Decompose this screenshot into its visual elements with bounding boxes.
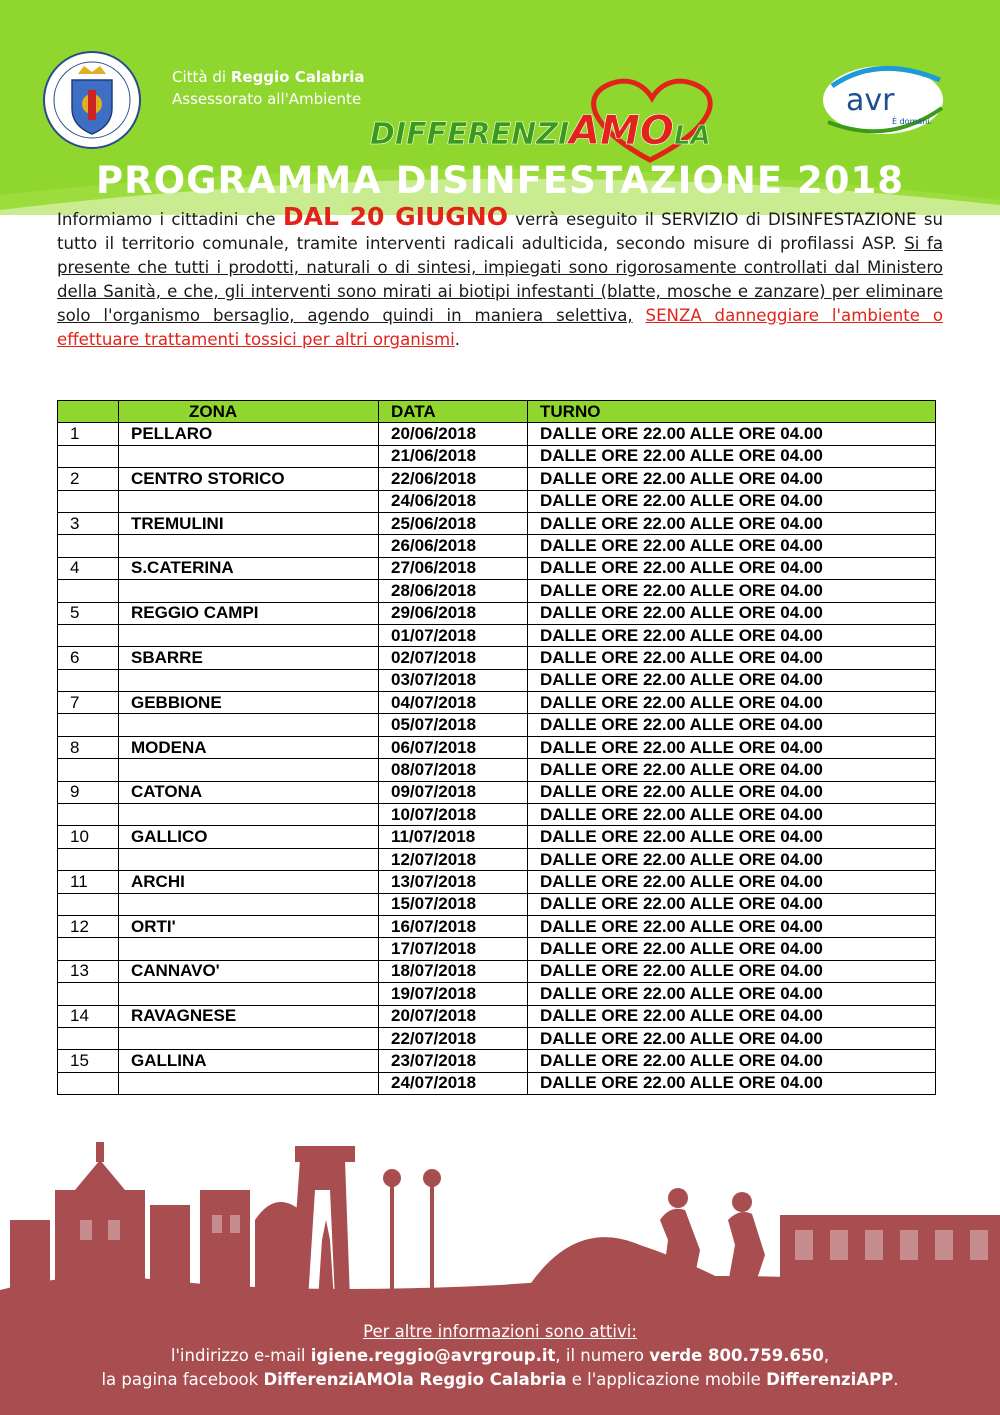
date-cell: 15/07/2018 — [379, 893, 528, 915]
date-cell: 23/07/2018 — [379, 1050, 528, 1072]
footer-app-label: e l'applicazione mobile — [566, 1370, 767, 1389]
avr-wordmark: avr — [846, 83, 895, 118]
zone-name — [119, 893, 379, 915]
table-row — [58, 602, 936, 624]
row-number — [58, 804, 119, 826]
city-seal-icon — [42, 50, 142, 150]
intro-space — [633, 306, 646, 325]
zone-name — [119, 580, 379, 602]
row-number — [58, 445, 119, 467]
shift-cell: DALLE ORE 22.00 ALLE ORE 04.00 — [528, 624, 936, 646]
footer-facebook-label: la pagina facebook — [101, 1370, 264, 1389]
zone-name: CANNAVO' — [119, 960, 379, 982]
date-cell: 24/07/2018 — [379, 1072, 528, 1094]
zone-name — [119, 1027, 379, 1049]
table-row — [58, 804, 936, 826]
header-turno: TURNO — [528, 401, 936, 423]
shift-cell: DALLE ORE 22.00 ALLE ORE 04.00 — [528, 490, 936, 512]
date-cell: 17/07/2018 — [379, 938, 528, 960]
zone-name — [119, 1072, 379, 1094]
shift-cell: DALLE ORE 22.00 ALLE ORE 04.00 — [528, 915, 936, 937]
footer-facebook[interactable]: DifferenziAMOla Reggio Calabria — [263, 1370, 567, 1389]
footer-line2 — [0, 1344, 1000, 1368]
city-name: Reggio Calabria — [230, 68, 365, 86]
date-cell: 04/07/2018 — [379, 692, 528, 714]
date-cell: 19/07/2018 — [379, 983, 528, 1005]
row-number: 3 — [58, 512, 119, 534]
page-title: PROGRAMMA DISINFESTAZIONE 2018 — [96, 159, 904, 202]
zone-name: SBARRE — [119, 647, 379, 669]
table-row — [58, 983, 936, 1005]
footer-line3-end: . — [893, 1370, 899, 1389]
zone-name — [119, 759, 379, 781]
intro-end: . — [454, 330, 461, 349]
date-cell: 06/07/2018 — [379, 736, 528, 758]
row-number — [58, 893, 119, 915]
table-row — [58, 490, 936, 512]
date-cell: 18/07/2018 — [379, 960, 528, 982]
zone-name — [119, 938, 379, 960]
table-row — [58, 580, 936, 602]
shift-cell: DALLE ORE 22.00 ALLE ORE 04.00 — [528, 1027, 936, 1049]
shift-cell: DALLE ORE 22.00 ALLE ORE 04.00 — [528, 893, 936, 915]
table-row — [58, 423, 936, 445]
zone-name: MODENA — [119, 736, 379, 758]
row-number: 8 — [58, 736, 119, 758]
intro-paragraph — [57, 202, 943, 352]
zone-name — [119, 669, 379, 691]
row-number — [58, 580, 119, 602]
row-number: 9 — [58, 781, 119, 803]
shift-cell: DALLE ORE 22.00 ALLE ORE 04.00 — [528, 1050, 936, 1072]
header — [0, 0, 1000, 215]
footer-line1: Per altre informazioni sono attivi: — [363, 1322, 637, 1341]
zone-name: RAVAGNESE — [119, 1005, 379, 1027]
intro-underlined: Si fa presente che tutti i prodotti, naturali o di sintesi, impiegati sono rigorosamente controllati dal Ministero della Sanità, e che, gli interventi sono mirati ai biotipi infestanti (blatte, mosche e zanzare) per eliminare solo l'organismo bersaglio, agendo quindi in maniera selettiva, — [57, 234, 943, 325]
date-cell: 27/06/2018 — [379, 557, 528, 579]
date-cell: 02/07/2018 — [379, 647, 528, 669]
zone-name: S.CATERINA — [119, 557, 379, 579]
shift-cell: DALLE ORE 22.00 ALLE ORE 04.00 — [528, 647, 936, 669]
brand-part-b: AMO — [569, 108, 674, 154]
row-number — [58, 714, 119, 736]
header-zona: ZONA — [119, 401, 379, 423]
footer-app[interactable]: DifferenziAPP — [766, 1370, 894, 1389]
row-number — [58, 983, 119, 1005]
row-number — [58, 535, 119, 557]
zone-name — [119, 848, 379, 870]
date-cell: 10/07/2018 — [379, 804, 528, 826]
table-row — [58, 714, 936, 736]
table-row — [58, 557, 936, 579]
shift-cell: DALLE ORE 22.00 ALLE ORE 04.00 — [528, 983, 936, 1005]
date-cell: 28/06/2018 — [379, 580, 528, 602]
shift-cell: DALLE ORE 22.00 ALLE ORE 04.00 — [528, 871, 936, 893]
svg-text:DIFFERENZIAMOLA — [370, 108, 711, 154]
row-number — [58, 848, 119, 870]
table-row — [58, 669, 936, 691]
shift-cell: DALLE ORE 22.00 ALLE ORE 04.00 — [528, 1072, 936, 1094]
row-number — [58, 759, 119, 781]
zone-name: GALLINA — [119, 1050, 379, 1072]
date-cell: 22/06/2018 — [379, 468, 528, 490]
shift-cell: DALLE ORE 22.00 ALLE ORE 04.00 — [528, 759, 936, 781]
zone-name — [119, 804, 379, 826]
footer-info — [0, 1320, 1000, 1392]
table-row — [58, 1050, 936, 1072]
table-row — [58, 736, 936, 758]
shift-cell: DALLE ORE 22.00 ALLE ORE 04.00 — [528, 423, 936, 445]
brand-part-c: LA — [673, 121, 711, 151]
date-cell: 08/07/2018 — [379, 759, 528, 781]
zone-name: GALLICO — [119, 826, 379, 848]
row-number — [58, 938, 119, 960]
date-cell: 20/06/2018 — [379, 423, 528, 445]
table-row — [58, 781, 936, 803]
table-row — [58, 871, 936, 893]
shift-cell: DALLE ORE 22.00 ALLE ORE 04.00 — [528, 669, 936, 691]
zone-name — [119, 490, 379, 512]
intro-part1: Informiamo i cittadini che — [57, 210, 283, 229]
shift-cell: DALLE ORE 22.00 ALLE ORE 04.00 — [528, 692, 936, 714]
table-row — [58, 826, 936, 848]
date-cell: 26/06/2018 — [379, 535, 528, 557]
intro-red-warning: SENZA danneggiare l'ambiente o effettuare trattamenti tossici per altri organismi — [57, 306, 943, 349]
table-row — [58, 915, 936, 937]
shift-cell: DALLE ORE 22.00 ALLE ORE 04.00 — [528, 714, 936, 736]
zone-name: PELLARO — [119, 423, 379, 445]
brand-part-a: DIFFERENZI — [370, 117, 570, 152]
row-number — [58, 490, 119, 512]
row-number — [58, 624, 119, 646]
date-cell: 03/07/2018 — [379, 669, 528, 691]
department: Assessorato all'Ambiente — [172, 90, 362, 108]
date-cell: 13/07/2018 — [379, 871, 528, 893]
intro-date-highlight: DAL 20 GIUGNO — [282, 202, 508, 231]
shift-cell: DALLE ORE 22.00 ALLE ORE 04.00 — [528, 468, 936, 490]
table-body — [58, 423, 936, 1095]
date-cell: 12/07/2018 — [379, 848, 528, 870]
row-number: 4 — [58, 557, 119, 579]
date-cell: 09/07/2018 — [379, 781, 528, 803]
table-row — [58, 848, 936, 870]
row-number: 1 — [58, 423, 119, 445]
row-number — [58, 1072, 119, 1094]
footer-email[interactable]: igiene.reggio@avrgroup.it — [310, 1346, 556, 1365]
shift-cell: DALLE ORE 22.00 ALLE ORE 04.00 — [528, 580, 936, 602]
zone-name: CENTRO STORICO — [119, 468, 379, 490]
date-cell: 24/06/2018 — [379, 490, 528, 512]
shift-cell: DALLE ORE 22.00 ALLE ORE 04.00 — [528, 826, 936, 848]
row-number: 12 — [58, 915, 119, 937]
table-header-row — [58, 401, 936, 423]
table-row — [58, 893, 936, 915]
city-block — [172, 66, 365, 110]
city-line — [172, 66, 365, 88]
zone-name — [119, 714, 379, 736]
zone-name — [119, 445, 379, 467]
shift-cell: DALLE ORE 22.00 ALLE ORE 04.00 — [528, 736, 936, 758]
zone-name: GEBBIONE — [119, 692, 379, 714]
shift-cell: DALLE ORE 22.00 ALLE ORE 04.00 — [528, 535, 936, 557]
schedule-table — [57, 400, 936, 1095]
date-cell: 11/07/2018 — [379, 826, 528, 848]
shift-cell: DALLE ORE 22.00 ALLE ORE 04.00 — [528, 804, 936, 826]
table-row — [58, 1072, 936, 1094]
zone-name — [119, 983, 379, 1005]
shift-cell: DALLE ORE 22.00 ALLE ORE 04.00 — [528, 938, 936, 960]
zone-name: CATONA — [119, 781, 379, 803]
shift-cell: DALLE ORE 22.00 ALLE ORE 04.00 — [528, 557, 936, 579]
table-row — [58, 535, 936, 557]
date-cell: 16/07/2018 — [379, 915, 528, 937]
table-row — [58, 759, 936, 781]
date-cell: 29/06/2018 — [379, 602, 528, 624]
footer-email-label: l'indirizzo e-mail — [170, 1346, 311, 1365]
date-cell: 22/07/2018 — [379, 1027, 528, 1049]
shift-cell: DALLE ORE 22.00 ALLE ORE 04.00 — [528, 602, 936, 624]
row-number — [58, 1027, 119, 1049]
date-cell: 20/07/2018 — [379, 1005, 528, 1027]
zone-name: TREMULINI — [119, 512, 379, 534]
footer-line2-end: , — [823, 1346, 830, 1365]
zone-name — [119, 624, 379, 646]
table-row — [58, 938, 936, 960]
row-number — [58, 669, 119, 691]
table-row — [58, 1027, 936, 1049]
table-row — [58, 1005, 936, 1027]
row-number: 6 — [58, 647, 119, 669]
shift-cell: DALLE ORE 22.00 ALLE ORE 04.00 — [528, 781, 936, 803]
row-number: 11 — [58, 871, 119, 893]
table-row — [58, 692, 936, 714]
row-number: 14 — [58, 1005, 119, 1027]
table-row — [58, 468, 936, 490]
city-prefix: Città di — [172, 68, 227, 86]
table-row — [58, 960, 936, 982]
row-number: 5 — [58, 602, 119, 624]
table-row — [58, 445, 936, 467]
table-row — [58, 512, 936, 534]
shift-cell: DALLE ORE 22.00 ALLE ORE 04.00 — [528, 445, 936, 467]
row-number: 2 — [58, 468, 119, 490]
zone-name: REGGIO CAMPI — [119, 602, 379, 624]
table-row — [58, 624, 936, 646]
date-cell: 01/07/2018 — [379, 624, 528, 646]
intro-part2: verrà eseguito il SERVIZIO di DISINFESTAZIONE su tutto il territorio comunale, tramite interventi radicali adulticida, secondo misure di profilassi ASP. — [57, 210, 943, 253]
zone-name — [119, 535, 379, 557]
date-cell: 25/06/2018 — [379, 512, 528, 534]
zone-name: ORTI' — [119, 915, 379, 937]
header-num — [58, 401, 119, 423]
date-cell: 05/07/2018 — [379, 714, 528, 736]
row-number: 13 — [58, 960, 119, 982]
shift-cell: DALLE ORE 22.00 ALLE ORE 04.00 — [528, 848, 936, 870]
header-data: DATA — [379, 401, 528, 423]
footer-line3 — [0, 1368, 1000, 1392]
row-number: 15 — [58, 1050, 119, 1072]
shift-cell: DALLE ORE 22.00 ALLE ORE 04.00 — [528, 1005, 936, 1027]
avr-tagline: È domani. — [892, 117, 933, 126]
footer-phone-label: , il numero — [555, 1346, 650, 1365]
row-number: 7 — [58, 692, 119, 714]
zone-name: ARCHI — [119, 871, 379, 893]
footer-phone[interactable]: verde 800.759.650 — [649, 1346, 824, 1365]
differenziamola-logo — [360, 76, 780, 166]
avr-logo — [818, 58, 948, 138]
date-cell: 21/06/2018 — [379, 445, 528, 467]
table-row — [58, 647, 936, 669]
shift-cell: DALLE ORE 22.00 ALLE ORE 04.00 — [528, 512, 936, 534]
shift-cell: DALLE ORE 22.00 ALLE ORE 04.00 — [528, 960, 936, 982]
row-number: 10 — [58, 826, 119, 848]
